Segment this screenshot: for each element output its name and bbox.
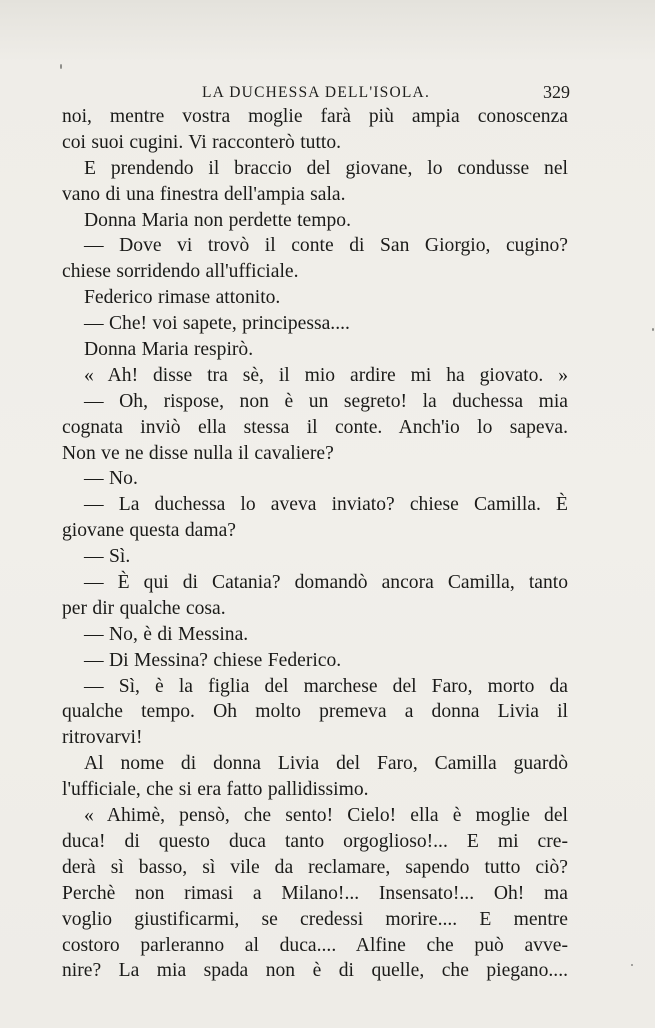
text-line: coi suoi cugini. Vi racconterò tutto. xyxy=(62,131,342,153)
text-line: Perchè non rimasi a Milano!... Insensato!... Oh! ma xyxy=(62,882,568,904)
text-line: — Di Messina? chiese Federico. xyxy=(84,649,342,671)
text-line: voglio giustificarmi, se credessi morire.... E mentre xyxy=(62,908,568,930)
text-line: E prendendo il braccio del giovane, lo condusse nel xyxy=(84,157,568,179)
text-line: noi, mentre vostra moglie farà più ampia conoscenza xyxy=(62,106,568,127)
text-line: Donna Maria non perdette tempo. xyxy=(84,209,351,231)
text-line: nire? La mia spada non è di quelle, che piegano.... xyxy=(62,960,568,982)
text-line: Donna Maria respirò. xyxy=(84,339,254,361)
text-line: Federico rimase attonito. xyxy=(84,287,281,309)
text-line: vano di una finestra dell'ampia sala. xyxy=(62,183,346,205)
text-line: Al nome di donna Livia del Faro, Camilla guardò xyxy=(84,753,568,775)
text-line: — No. xyxy=(84,468,138,490)
text-line: Non ve ne disse nulla il cavaliere? xyxy=(62,442,334,464)
text-line: derà sì basso, sì vile da reclamare, sapendo tutto ciò? xyxy=(62,856,568,878)
text-line: qualche tempo. Oh molto premeva a donna Livia il xyxy=(62,701,568,723)
text-line: — No, è di Messina. xyxy=(84,623,249,645)
text-line: chiese sorridendo all'ufficiale. xyxy=(62,261,299,283)
text-line: costoro parleranno al duca.... Alfine che può avve- xyxy=(62,934,568,956)
text-line: — Che! voi sapete, principessa.... xyxy=(84,313,350,335)
text-line: — La duchessa lo aveva inviato? chiese Camilla. È xyxy=(84,494,568,516)
text-line: « Ah! disse tra sè, il mio ardire mi ha giovato. » xyxy=(84,364,568,386)
text-line: per dir qualche cosa. xyxy=(62,597,226,619)
text-line: giovane questa dama? xyxy=(62,520,237,542)
text-line: cognata inviò ella stessa il conte. Anch'io lo sapeva. xyxy=(62,416,568,438)
text-line: — Sì, è la figlia del marchese del Faro, morto da xyxy=(84,675,568,697)
text-line: — Sì. xyxy=(84,546,131,568)
text-line: — Dove vi trovò il conte di San Giorgio, cugino? xyxy=(84,235,568,257)
text-line: l'ufficiale, che si era fatto pallidissimo. xyxy=(62,779,369,801)
text-line: ritrovarvi! xyxy=(62,727,143,749)
text-line: duca! di questo duca tanto orgoglioso!... E mi cre- xyxy=(62,830,568,852)
text-line: — È qui di Catania? domandò ancora Camilla, tanto xyxy=(84,572,568,594)
paper-speck xyxy=(652,328,654,331)
paper-speck xyxy=(60,64,62,69)
running-title: LA DUCHESSA DELL'ISOLA. xyxy=(202,84,431,101)
text-line: « Ahimè, pensò, che sento! Cielo! ella è moglie del xyxy=(84,805,568,827)
text-line: — Oh, rispose, non è un segreto! la duchessa mia xyxy=(84,390,568,412)
page-body xyxy=(62,104,568,984)
paper-speck xyxy=(631,964,633,966)
page-header xyxy=(62,82,570,106)
page-number: 329 xyxy=(543,82,570,102)
